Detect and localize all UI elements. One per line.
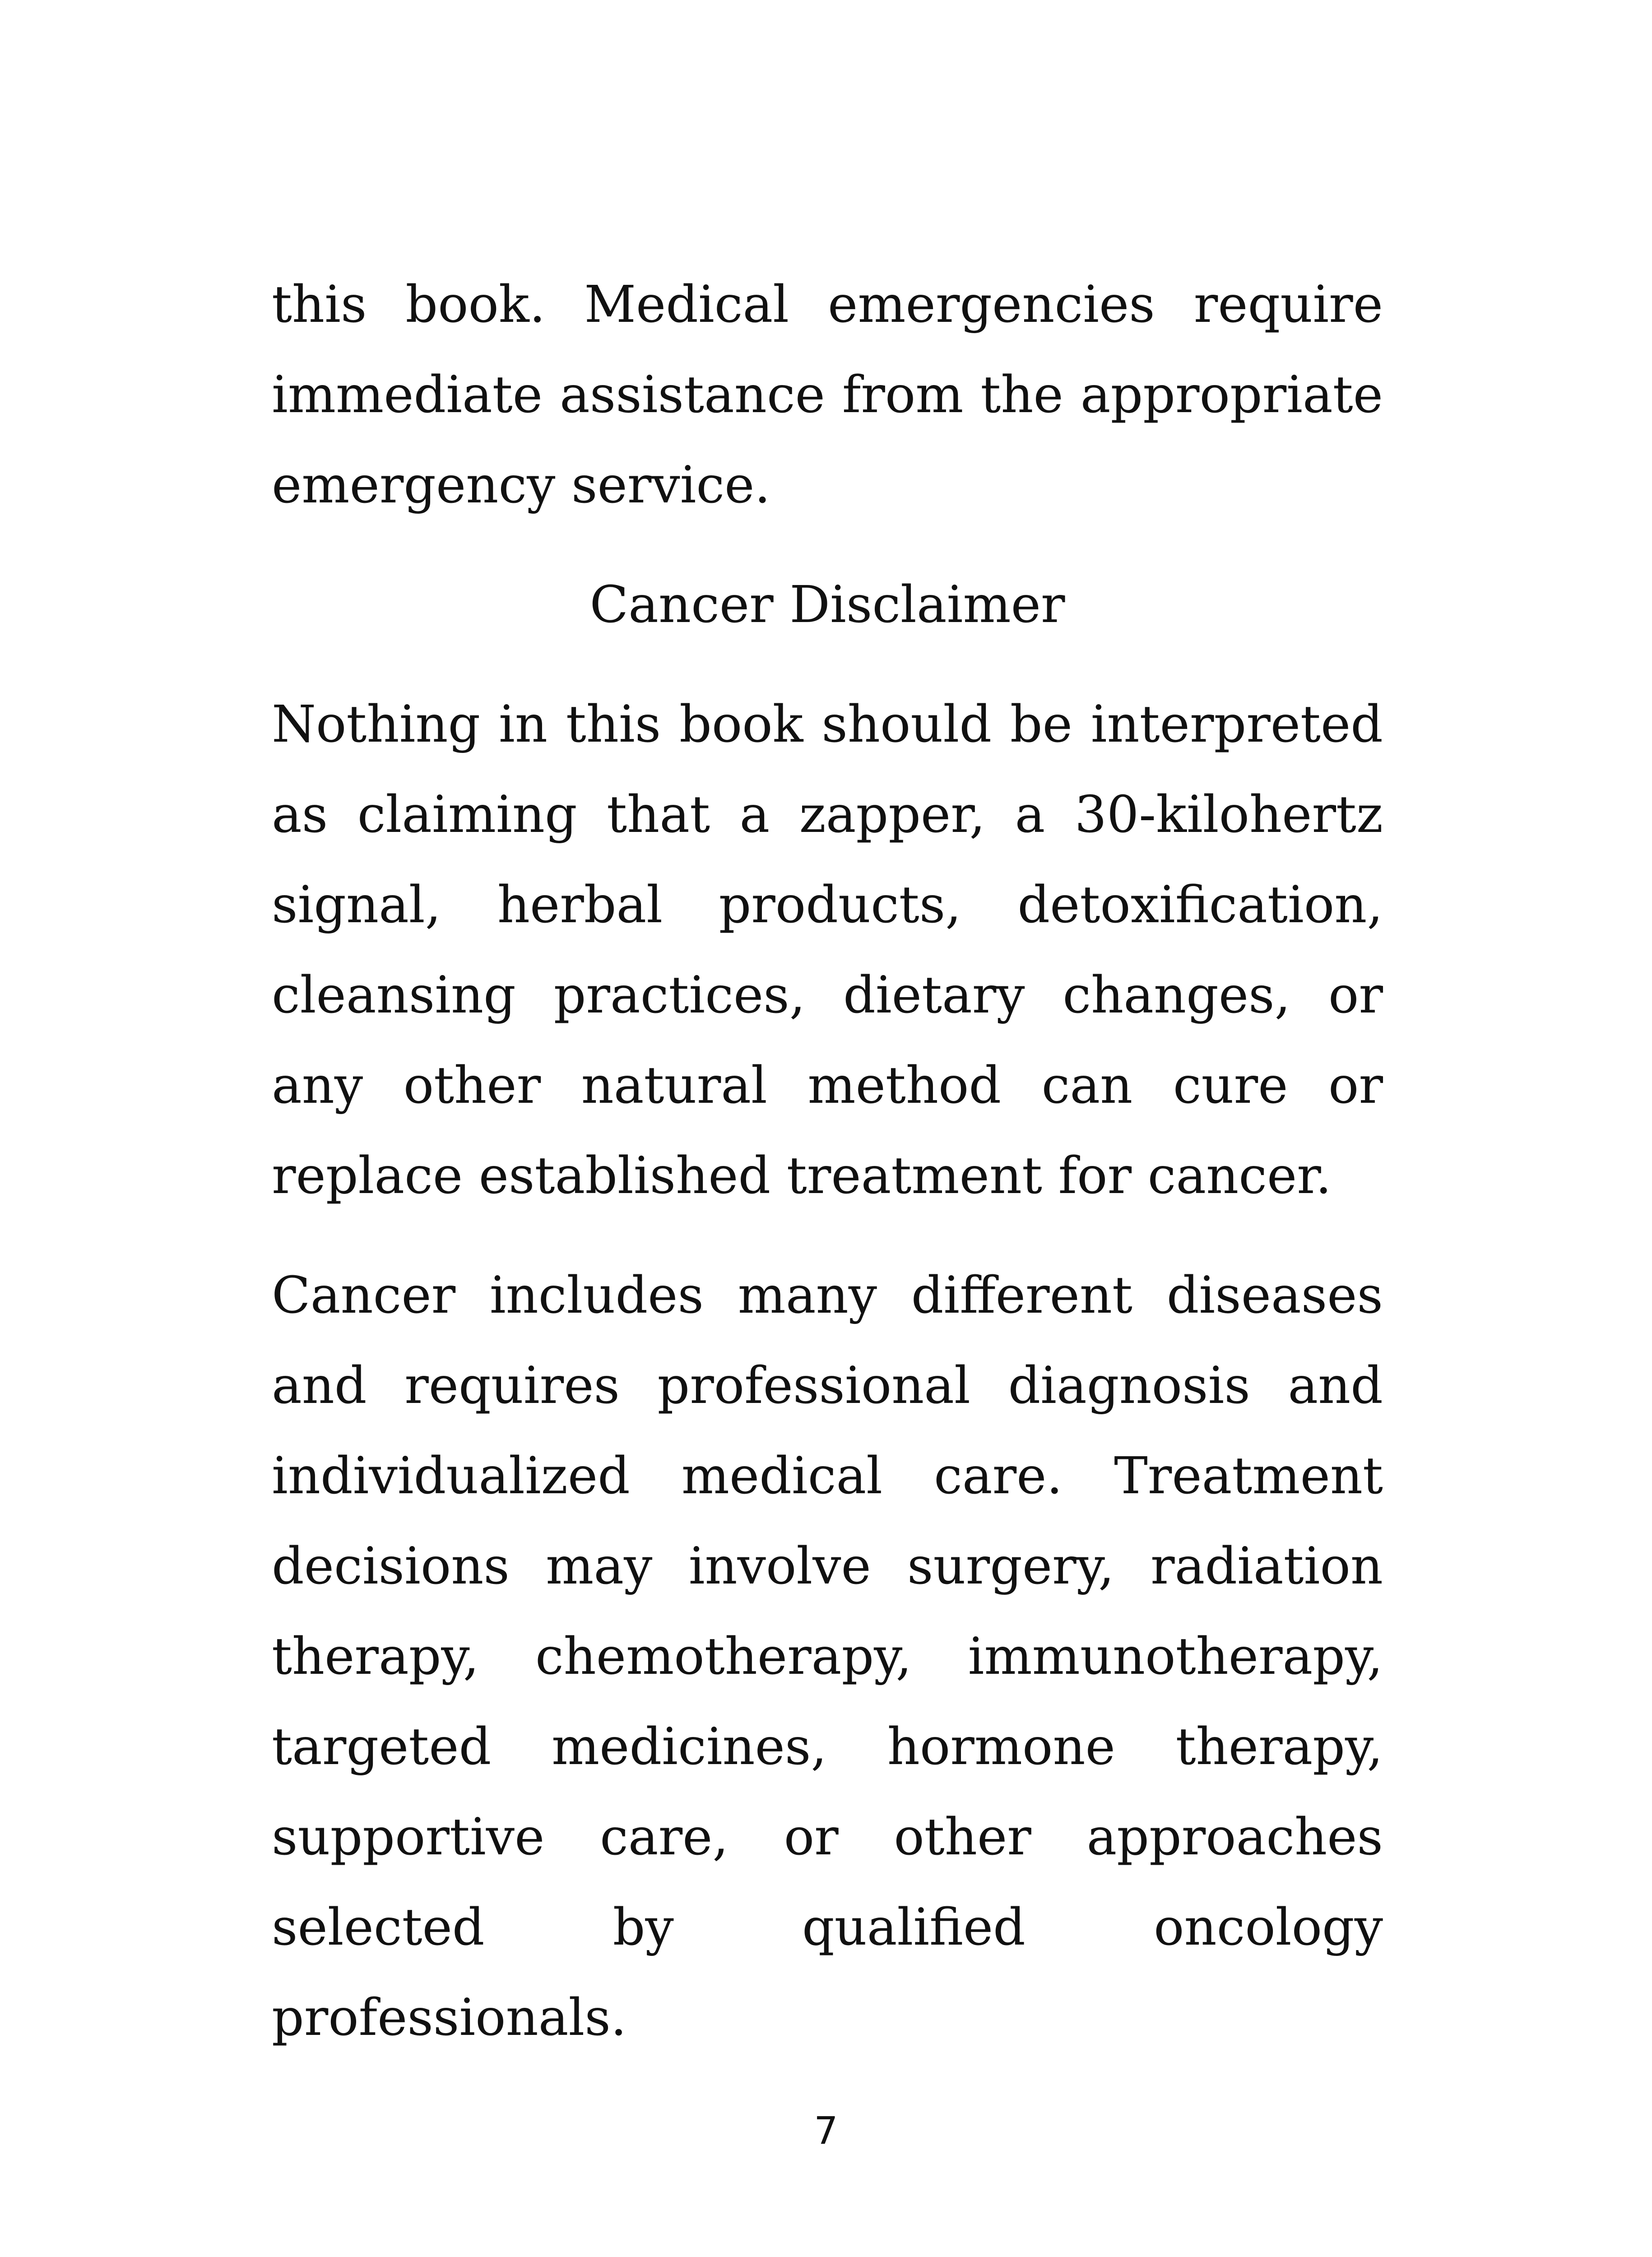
page-number: 7 [814, 2108, 838, 2153]
continued-paragraph: this book. Medical emergencies require immediate assistance from the appropriate emergency service. [272, 275, 1383, 515]
disclaimer-paragraph-2: Cancer includes many different diseases and requires professional diagnosis and individualized medical care. Treatment decisions may involve surgery, radiation therapy, chemotherapy, immunotherapy, targeted medicines, hormone therapy, supportive care, or other approaches selected by qualified oncology professionals. [272, 1266, 1383, 2047]
disclaimer-paragraph-1: Nothing in this book should be interpreted as claiming that a zapper, a 30-kilohertz signal, herbal products, detoxification, cleansing practices, dietary changes, or any other natural method can cure or replace established treatment for cancer. [272, 695, 1383, 1205]
section-heading: Cancer Disclaimer [589, 576, 1065, 634]
